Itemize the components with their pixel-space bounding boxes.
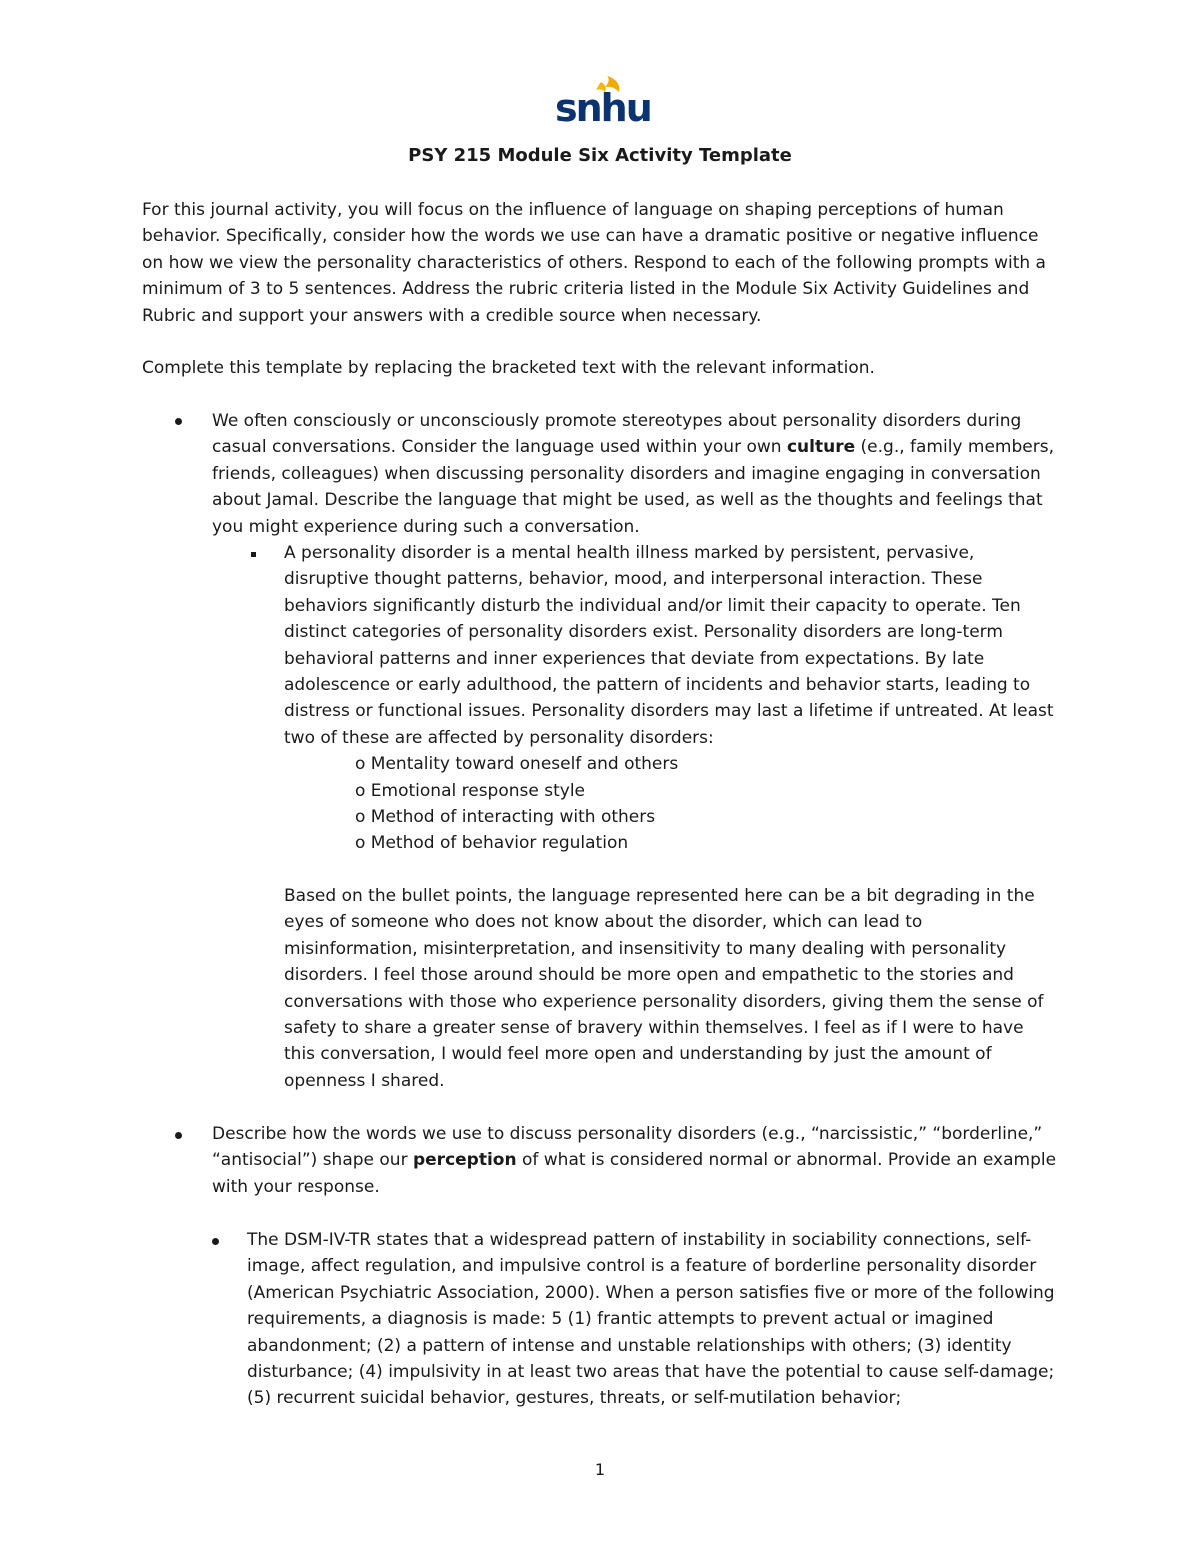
answer-1: A personality disorder is a mental health illness marked by persistent, pervasive, disruptive thought patterns, behavior, mood, and interpersonal interaction. These behaviors significantly disturb the individual and/or limit their capacity to operate. Ten distinct categories of personality disorders exist. Personality disorders are long-term behavioral patterns and inner experiences that deviate from expectations. By late adolescence or early adulthood, the pattern of incidents and behavior starts, leading to distress or functional issues. Personality disorders may last a lifetime if untreated. At least two of these are affected by personality disorders: bbox=[284, 543, 1054, 748]
logo-wordmark: snhu bbox=[555, 86, 651, 130]
bullet-icon bbox=[212, 1238, 219, 1245]
snhu-logo bbox=[555, 74, 651, 132]
square-bullet-icon bbox=[251, 552, 256, 557]
intro-paragraph: For this journal activity, you will focus on the influence of language on shaping perceptions of human behavior. Specifically, consider how the words we use can have a dramatic positive or negative influence on how we view the personality characteristics of others. Respond to each of the following prompts with a minimum of 3 to 5 sentences. Address the rubric criteria listed in the Module Six Activity Guidelines and Rubric and support your answers with a credible source when necessary. bbox=[142, 200, 1046, 326]
bullet-icon bbox=[175, 418, 182, 425]
prompt-1-bold: culture bbox=[786, 437, 856, 458]
sub-item-1: o Mentality toward oneself and others bbox=[355, 754, 679, 774]
page-title: PSY 215 Module Six Activity Template bbox=[408, 145, 792, 166]
prompt-2: Describe how the words we use to discuss personality disorders (e.g., “narcissistic,” “borderline,” “antisocial”) shape our perception of what is considered normal or abnormal. Provide an example with your response. bbox=[212, 1124, 1057, 1197]
sub-item-4: o Method of behavior regulation bbox=[355, 833, 629, 853]
answer-2: The DSM-IV-TR states that a widespread pattern of instability in sociability connections, self-image, affect regulation, and impulsive control is a feature of borderline personality disorder (American Psychiatric Association, 2000). When a person satisfies five or more of the following requirements, a diagnosis is made: 5 (1) frantic attempts to prevent actual or imagined abandonment; (2) a pattern of intense and unstable relationships with others; (3) identity disturbance; (4) impulsivity in at least two areas that have the potential to cause self-damage; (5) recurrent suicidal behavior, gestures, threats, or self-mutilation behavior; bbox=[247, 1230, 1055, 1409]
page-number: 1 bbox=[594, 1460, 606, 1479]
prompt-2-bold: perception bbox=[412, 1150, 517, 1171]
sub-item-3: o Method of interacting with others bbox=[355, 807, 656, 827]
sub-item-2: o Emotional response style bbox=[355, 781, 585, 801]
bullet-icon bbox=[175, 1132, 182, 1139]
answer-1-followup: Based on the bullet points, the language represented here can be a bit degrading in the eyes of someone who does not know about the disorder, which can lead to misinformation, misinterpretation, and insensitivity to many dealing with personality disorders. I feel those around should be more open and empathetic to the stories and conversations with those who experience personality disorders, giving them the sense of safety to share a greater sense of bravery within themselves. I feel as if I were to have this conversation, I would feel more open and understanding by just the amount of openness I shared. bbox=[284, 886, 1044, 1091]
instruction-paragraph: Complete this template by replacing the bracketed text with the relevant information. bbox=[142, 358, 875, 378]
prompt-1: We often consciously or unconsciously promote stereotypes about personality disorders during casual conversations. Consider the language used within your own culture (e.g., family members, friends, colleagues) when discussing personality disorders and imagine engaging in conversation about Jamal. Describe the language that might be used, as well as the thoughts and feelings that you might experience during such a conversation. bbox=[212, 411, 1054, 537]
